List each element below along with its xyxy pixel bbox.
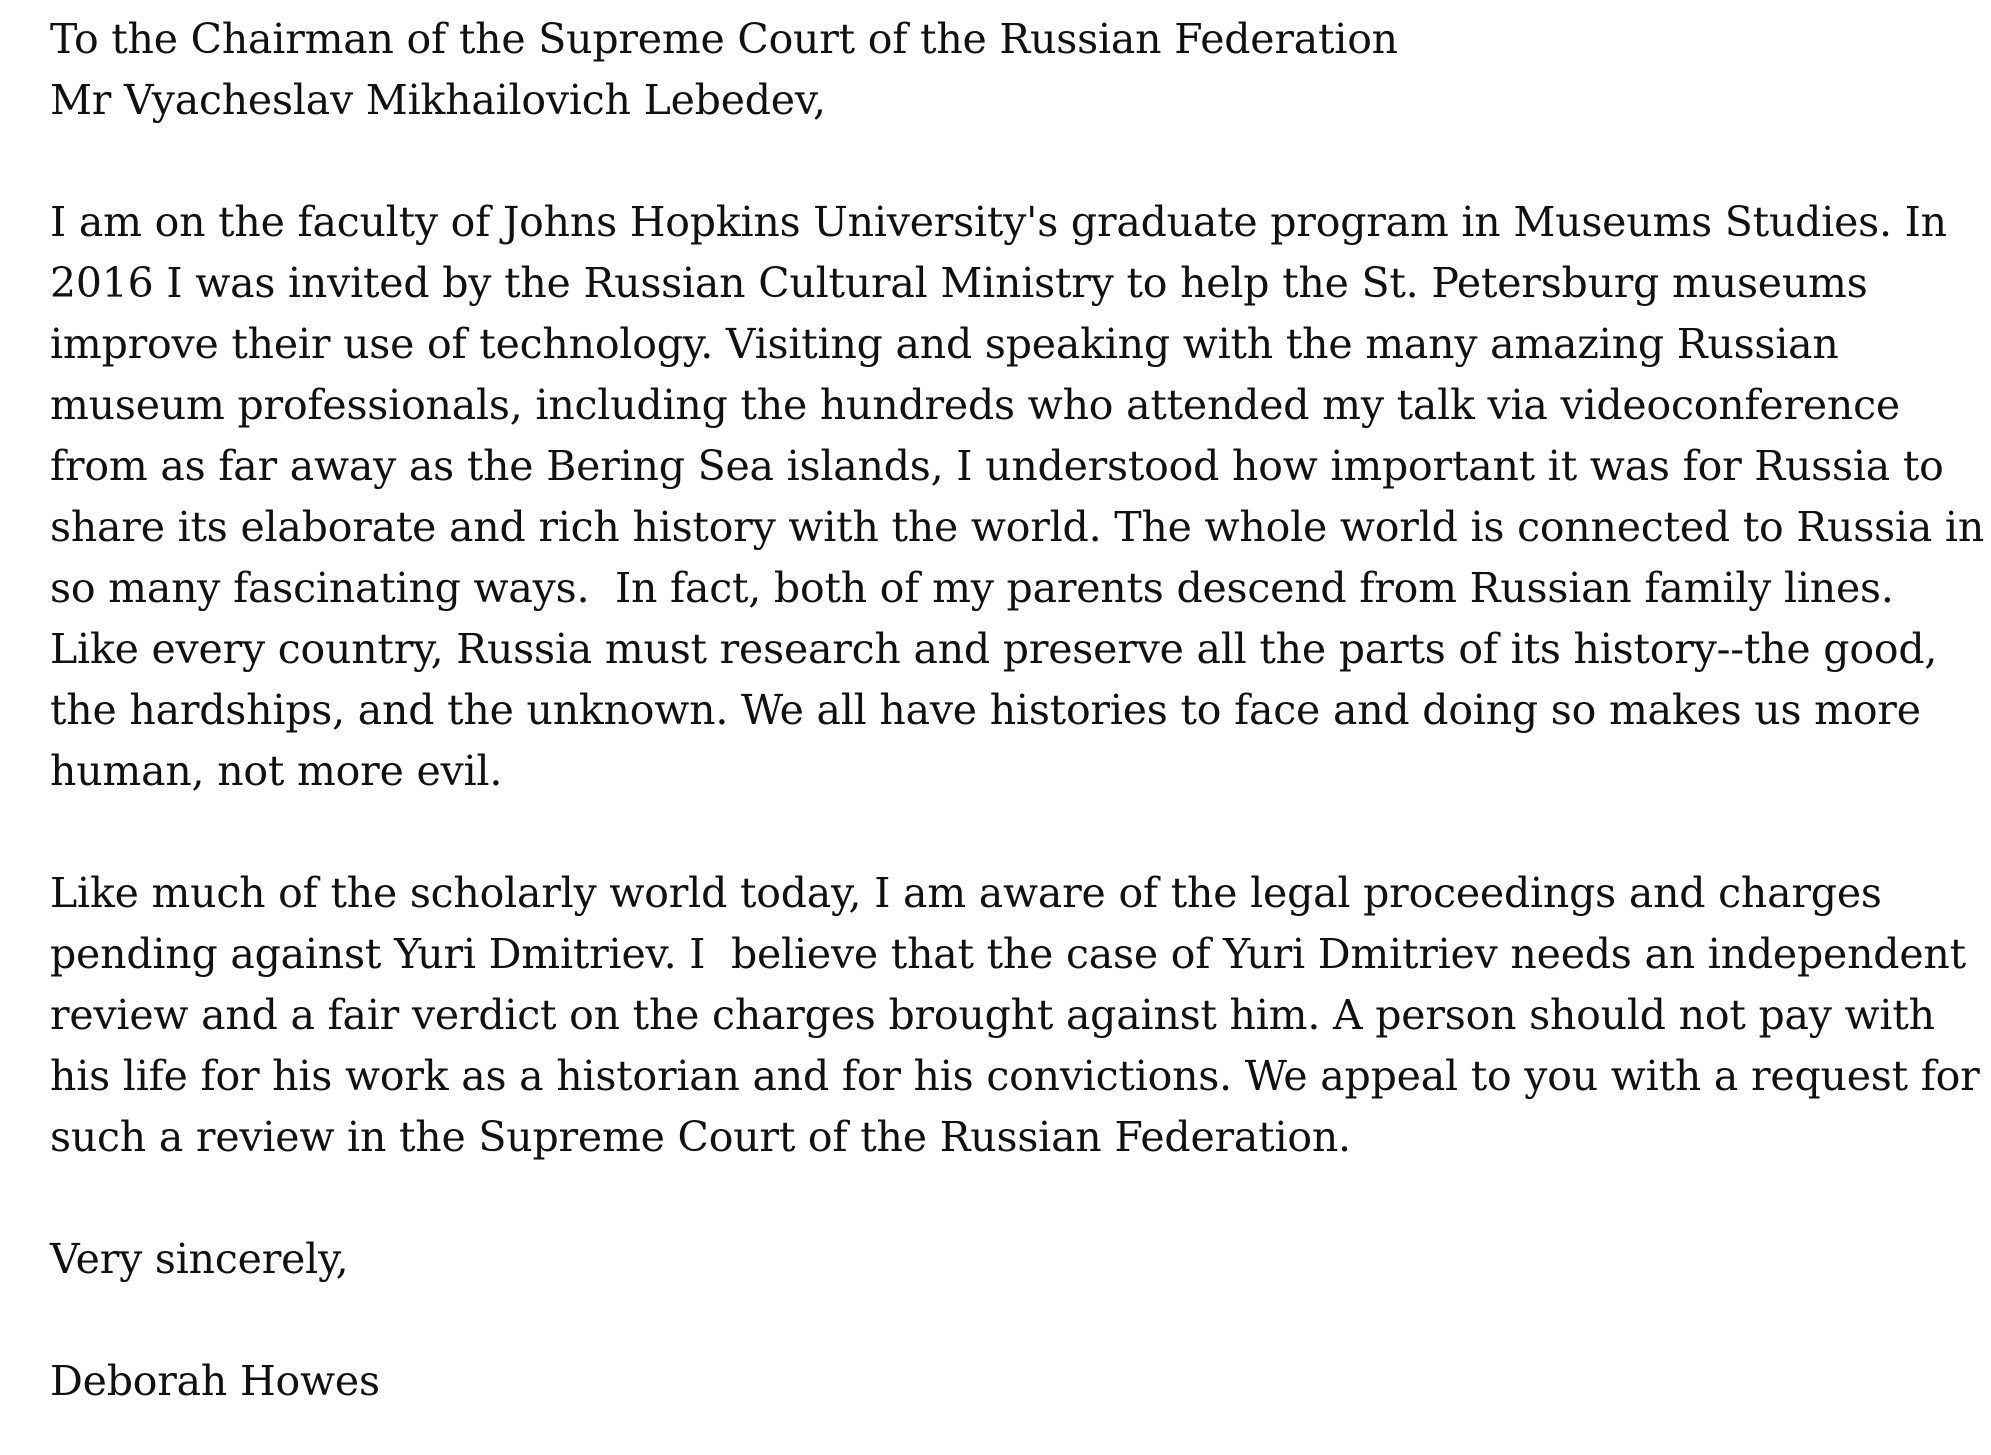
paragraph-line: pending against Yuri Dmitriev. I believe that the case of Yuri Dmitriev needs an independent: [50, 930, 1966, 978]
salutation-block: [50, 9, 1980, 131]
paragraph-spacer: [50, 802, 1980, 863]
paragraph-spacer: [50, 1168, 1980, 1229]
addressee-line: To the Chairman of the Supreme Court of the Russian Federation: [50, 15, 1398, 63]
paragraph-line: 2016 I was invited by the Russian Cultural Ministry to help the St. Petersburg museums: [50, 259, 1868, 307]
paragraph-spacer: [50, 1290, 1980, 1351]
signature-name: Deborah Howes: [50, 1357, 380, 1405]
paragraph-line: from as far away as the Bering Sea islands, I understood how important it was for Russia to: [50, 442, 1944, 490]
paragraph-1: [50, 192, 1985, 802]
paragraph-line: the hardships, and the unknown. We all have histories to face and doing so makes us more: [50, 686, 1921, 734]
paragraph-line: review and a fair verdict on the charges brought against him. A person should not pay with: [50, 991, 1935, 1039]
paragraph-line: so many fascinating ways. In fact, both of my parents descend from Russian family lines.: [50, 564, 1894, 612]
paragraph-line: such a review in the Supreme Court of the Russian Federation.: [50, 1113, 1351, 1161]
closing-line: Very sincerely,: [50, 1235, 349, 1283]
paragraph-spacer: [50, 131, 1980, 192]
addressee-name-line: Mr Vyacheslav Mikhailovich Lebedev,: [50, 76, 826, 124]
paragraph-line: I am on the faculty of Johns Hopkins University's graduate program in Museums Studies. In: [50, 198, 1947, 246]
paragraph-line: Like every country, Russia must research and preserve all the parts of its history--the good,: [50, 625, 1938, 673]
paragraph-line: Like much of the scholarly world today, I am aware of the legal proceedings and charges: [50, 869, 1882, 917]
paragraph-line: his life for his work as a historian and for his convictions. We appeal to you with a request for: [50, 1052, 1980, 1100]
paragraph-2: [50, 863, 1980, 1168]
paragraph-line: human, not more evil.: [50, 747, 503, 795]
letter-body: [50, 9, 1985, 1412]
paragraph-line: share its elaborate and rich history with the world. The whole world is connected to Russia in: [50, 503, 1985, 551]
paragraph-line: museum professionals, including the hundreds who attended my talk via videoconference: [50, 381, 1900, 429]
paragraph-line: improve their use of technology. Visiting and speaking with the many amazing Russian: [50, 320, 1839, 368]
